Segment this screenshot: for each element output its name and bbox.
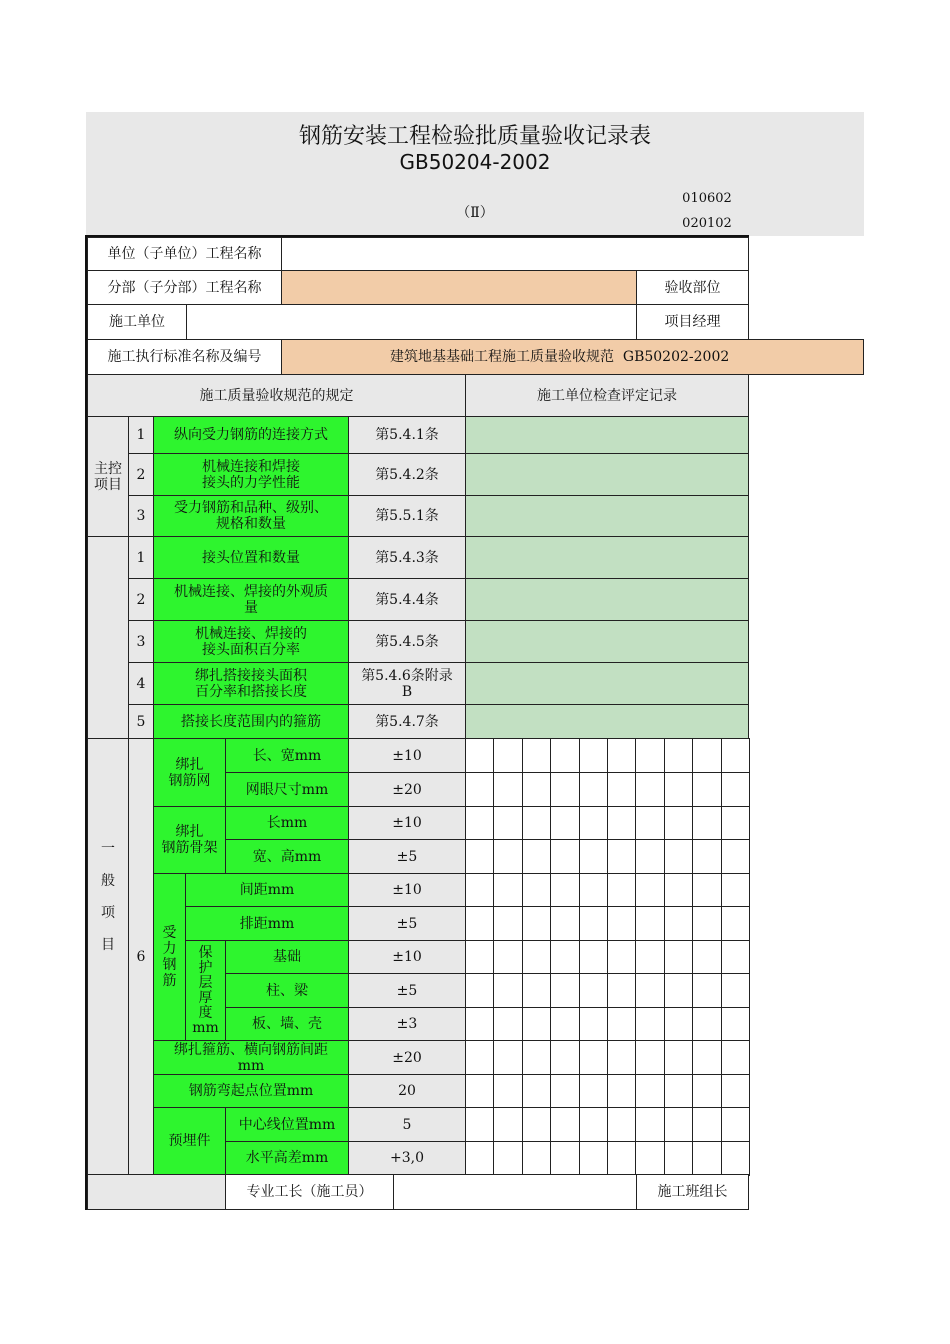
- measurement-cell[interactable]: [550, 906, 580, 941]
- measurement-cell[interactable]: [721, 1040, 750, 1075]
- measurement-cell[interactable]: [664, 1074, 693, 1108]
- measurement-cell[interactable]: [607, 906, 636, 941]
- group-embedded: 预埋件: [153, 1107, 226, 1175]
- general-item-clause: 第5.4.4条: [348, 578, 466, 621]
- measurement-cell[interactable]: [579, 839, 608, 874]
- measurement-cell[interactable]: [664, 839, 693, 874]
- measurement-cell[interactable]: [635, 1141, 665, 1176]
- measurement-cell[interactable]: [664, 940, 693, 974]
- measurement-cell[interactable]: [579, 738, 608, 773]
- constructor-field[interactable]: [186, 304, 637, 340]
- measurement-cell[interactable]: [607, 1007, 636, 1041]
- tol-item: 柱、梁: [225, 973, 349, 1008]
- measurement-cell[interactable]: [493, 1040, 523, 1075]
- measurement-cell[interactable]: [465, 973, 494, 1008]
- measurement-cell[interactable]: [550, 1007, 580, 1041]
- measurement-cell[interactable]: [522, 906, 551, 941]
- measurement-cell[interactable]: [522, 839, 551, 874]
- unit-project-field[interactable]: [281, 237, 749, 271]
- measurement-cell[interactable]: [579, 806, 608, 840]
- measurement-cell[interactable]: [635, 1040, 665, 1075]
- measurement-cell[interactable]: [579, 973, 608, 1008]
- tol-value: ±10: [348, 873, 466, 907]
- general-item-record[interactable]: [465, 620, 749, 663]
- record-column-header: 施工单位检查评定记录: [465, 374, 749, 417]
- measurement-cell[interactable]: [692, 839, 722, 874]
- measurement-cell[interactable]: [493, 1107, 523, 1142]
- measurement-cell[interactable]: [550, 1040, 580, 1075]
- measurement-cell[interactable]: [465, 1074, 494, 1108]
- measurement-cell[interactable]: [664, 772, 693, 807]
- measurement-cell[interactable]: [721, 873, 750, 907]
- measurement-cell[interactable]: [465, 940, 494, 974]
- main-item-clause: 第5.4.1条: [348, 416, 466, 454]
- measurement-cell[interactable]: [522, 1007, 551, 1041]
- measurement-cell[interactable]: [664, 806, 693, 840]
- measurement-cell[interactable]: [579, 873, 608, 907]
- general-item-name: 机械连接、焊接的 接头面积百分率: [153, 620, 349, 663]
- measurement-cell[interactable]: [579, 1007, 608, 1041]
- measurement-cell[interactable]: [664, 1007, 693, 1041]
- tol-item: 绑扎箍筋、横向钢筋间距 mm: [153, 1040, 349, 1075]
- measurement-cell[interactable]: [721, 1107, 750, 1142]
- measurement-cell[interactable]: [550, 772, 580, 807]
- measurement-cell[interactable]: [493, 839, 523, 874]
- main-item-clause: 第5.4.2条: [348, 453, 466, 496]
- measurement-cell[interactable]: [721, 839, 750, 874]
- tol-value: ±10: [348, 738, 466, 773]
- measurement-cell[interactable]: [607, 1040, 636, 1075]
- general-label-upper: [87, 536, 129, 739]
- sub-project-field[interactable]: [281, 270, 637, 305]
- measurement-cell[interactable]: [579, 906, 608, 941]
- tol-item: 基础: [225, 940, 349, 974]
- measurement-cell[interactable]: [635, 873, 665, 907]
- general-item-no: 3: [128, 620, 154, 663]
- measurement-cell[interactable]: [522, 806, 551, 840]
- measurement-cell[interactable]: [550, 1074, 580, 1108]
- main-item-name: 机械连接和焊接 接头的力学性能: [153, 453, 349, 496]
- measurement-cell[interactable]: [635, 1007, 665, 1041]
- foreman-field[interactable]: [393, 1174, 637, 1210]
- general-item-record[interactable]: [465, 536, 749, 579]
- tol-value: ±10: [348, 940, 466, 974]
- measurement-cell[interactable]: [579, 1107, 608, 1142]
- measurement-cell[interactable]: [522, 738, 551, 773]
- tol-item: 水平高差mm: [225, 1141, 349, 1175]
- general-item-no: 1: [128, 536, 154, 579]
- measurement-cell[interactable]: [692, 1074, 722, 1108]
- footer-blank: [87, 1174, 226, 1210]
- general-item-clause: 第5.4.7条: [348, 704, 466, 739]
- measurement-cell[interactable]: [692, 806, 722, 840]
- measurement-cell[interactable]: [607, 1141, 636, 1176]
- general-item-record[interactable]: [465, 662, 749, 705]
- tol-value: ±5: [348, 973, 466, 1008]
- measurement-cell[interactable]: [692, 1107, 722, 1142]
- tol-value: ±20: [348, 772, 466, 807]
- form-code-1: 010602: [682, 191, 732, 206]
- measurement-cell[interactable]: [721, 738, 750, 773]
- measurement-cell[interactable]: [465, 772, 494, 807]
- tol-value: +3,0: [348, 1141, 466, 1175]
- measurement-cell[interactable]: [721, 940, 750, 974]
- measurement-cell[interactable]: [692, 973, 722, 1008]
- tol-value: ±3: [348, 1007, 466, 1041]
- measurement-cell[interactable]: [579, 940, 608, 974]
- measurement-cell[interactable]: [721, 906, 750, 941]
- measurement-cell[interactable]: [635, 806, 665, 840]
- tol-value: 5: [348, 1107, 466, 1142]
- main-item-record[interactable]: [465, 453, 749, 496]
- measurement-cell[interactable]: [664, 1040, 693, 1075]
- measurement-cell[interactable]: [692, 940, 722, 974]
- measurement-cell[interactable]: [493, 906, 523, 941]
- measurement-cell[interactable]: [493, 806, 523, 840]
- general-item-no: 2: [128, 578, 154, 621]
- main-item-name: 受力钢筋和品种、级别、 规格和数量: [153, 495, 349, 537]
- measurement-cell[interactable]: [579, 1141, 608, 1176]
- measurement-cell[interactable]: [692, 906, 722, 941]
- measurement-cell[interactable]: [607, 1074, 636, 1108]
- tol-item: 间距mm: [185, 873, 349, 907]
- tol-item: 排距mm: [185, 906, 349, 941]
- measurement-cell[interactable]: [692, 1007, 722, 1041]
- measurement-cell[interactable]: [721, 1141, 750, 1176]
- measurement-cell[interactable]: [465, 1040, 494, 1075]
- measurement-cell[interactable]: [522, 1141, 551, 1176]
- measurement-cell[interactable]: [635, 1107, 665, 1142]
- measurement-cell[interactable]: [721, 1007, 750, 1041]
- tol-value: ±10: [348, 806, 466, 840]
- measurement-cell[interactable]: [635, 973, 665, 1008]
- measurement-cell[interactable]: [607, 973, 636, 1008]
- sub-project-label: 分部（子分部）工程名称: [87, 270, 282, 305]
- project-manager-label: 项目经理: [636, 304, 749, 340]
- measurement-cell[interactable]: [493, 873, 523, 907]
- general-item-no: 4: [128, 662, 154, 705]
- tol-value: ±5: [348, 839, 466, 874]
- group-cover: 保 护 层 厚 度 mm: [185, 940, 226, 1041]
- acceptance-part-label: 验收部位: [636, 270, 749, 305]
- measurement-cell[interactable]: [493, 1141, 523, 1176]
- general-label: 一 般 项 目: [87, 738, 129, 1175]
- tol-item: 网眼尺寸mm: [225, 772, 349, 807]
- measurement-cell[interactable]: [664, 738, 693, 773]
- general-item-record[interactable]: [465, 578, 749, 621]
- measurement-cell[interactable]: [550, 973, 580, 1008]
- group-skeleton: 绑扎 钢筋骨架: [153, 806, 226, 874]
- measurement-cell[interactable]: [664, 973, 693, 1008]
- general-item-name: 机械连接、焊接的外观质 量: [153, 578, 349, 621]
- tol-value: 20: [348, 1074, 466, 1108]
- standard-code: GB50204-2002: [399, 150, 551, 174]
- measurement-cell[interactable]: [465, 1141, 494, 1176]
- measurement-cell[interactable]: [550, 839, 580, 874]
- main-item-no: 3: [128, 495, 154, 537]
- measurement-cell[interactable]: [692, 873, 722, 907]
- measurement-cell[interactable]: [493, 973, 523, 1008]
- measurement-cell[interactable]: [635, 772, 665, 807]
- main-item-record[interactable]: [465, 495, 749, 537]
- measurement-cell[interactable]: [465, 1007, 494, 1041]
- measurement-cell[interactable]: [493, 940, 523, 974]
- measurement-cell[interactable]: [550, 873, 580, 907]
- tol-item: 宽、高mm: [225, 839, 349, 874]
- measurement-cell[interactable]: [465, 806, 494, 840]
- measurement-cell[interactable]: [522, 973, 551, 1008]
- measurement-cell[interactable]: [550, 1141, 580, 1176]
- measurement-cell[interactable]: [522, 1040, 551, 1075]
- foreman-label: 专业工长（施工员）: [225, 1174, 394, 1210]
- spec-column-header: 施工质量验收规范的规定: [87, 374, 466, 417]
- constructor-label: 施工单位: [87, 304, 187, 340]
- general-item-name: 接头位置和数量: [153, 536, 349, 579]
- measurement-cell[interactable]: [664, 906, 693, 941]
- tol-item: 长、宽mm: [225, 738, 349, 773]
- tol-item: 中心线位置mm: [225, 1107, 349, 1142]
- measurement-cell[interactable]: [607, 738, 636, 773]
- measurement-cell[interactable]: [493, 738, 523, 773]
- measurement-cell[interactable]: [465, 873, 494, 907]
- measurement-cell[interactable]: [522, 940, 551, 974]
- measurement-cell[interactable]: [721, 973, 750, 1008]
- tol-item: 板、墙、壳: [225, 1007, 349, 1041]
- team-leader-label: 施工班组长: [636, 1174, 749, 1210]
- measurement-cell[interactable]: [550, 738, 580, 773]
- measurement-cell[interactable]: [579, 1074, 608, 1108]
- general-item-no: 5: [128, 704, 154, 739]
- tol-value: ±20: [348, 1040, 466, 1075]
- general-item-record[interactable]: [465, 704, 749, 739]
- standard-label: 施工执行标准名称及编号: [87, 339, 282, 375]
- general-item-6-no: 6: [128, 738, 154, 1175]
- main-item-name: 纵向受力钢筋的连接方式: [153, 416, 349, 454]
- measurement-cell[interactable]: [579, 1040, 608, 1075]
- volume-mark: （Ⅱ）: [456, 205, 494, 221]
- group-mesh: 绑扎 钢筋网: [153, 738, 226, 807]
- measurement-cell[interactable]: [607, 772, 636, 807]
- measurement-cell[interactable]: [493, 1007, 523, 1041]
- group-main-bar: 受 力 钢 筋: [153, 873, 186, 1041]
- measurement-cell[interactable]: [692, 1040, 722, 1075]
- form-title: 钢筋安装工程检验批质量验收记录表: [298, 124, 651, 149]
- measurement-cell[interactable]: [550, 1107, 580, 1142]
- measurement-cell[interactable]: [607, 1107, 636, 1142]
- tol-item: 钢筋弯起点位置mm: [153, 1074, 349, 1108]
- general-item-clause: 第5.4.5条: [348, 620, 466, 663]
- measurement-cell[interactable]: [635, 906, 665, 941]
- standard-value: 建筑地基基础工程施工质量验收规范 GB50202-2002: [390, 349, 730, 365]
- measurement-cell[interactable]: [607, 839, 636, 874]
- measurement-cell[interactable]: [550, 806, 580, 840]
- measurement-grid: [465, 738, 749, 1175]
- main-control-label: 主控 项目: [87, 416, 129, 537]
- measurement-cell[interactable]: [607, 873, 636, 907]
- measurement-cell[interactable]: [721, 1074, 750, 1108]
- measurement-cell[interactable]: [522, 1107, 551, 1142]
- measurement-cell[interactable]: [664, 1107, 693, 1142]
- measurement-cell[interactable]: [465, 1107, 494, 1142]
- measurement-cell[interactable]: [465, 906, 494, 941]
- measurement-cell[interactable]: [522, 1074, 551, 1108]
- measurement-cell[interactable]: [692, 1141, 722, 1176]
- measurement-cell[interactable]: [493, 1074, 523, 1108]
- main-item-no: 1: [128, 416, 154, 454]
- measurement-cell[interactable]: [692, 772, 722, 807]
- tol-value: ±5: [348, 906, 466, 941]
- main-item-clause: 第5.5.1条: [348, 495, 466, 537]
- measurement-cell[interactable]: [635, 1074, 665, 1108]
- measurement-cell[interactable]: [493, 772, 523, 807]
- measurement-cell[interactable]: [465, 839, 494, 874]
- general-item-clause: 第5.4.6条附录 B: [348, 662, 466, 705]
- standard-field[interactable]: [281, 339, 864, 375]
- measurement-cell[interactable]: [607, 940, 636, 974]
- main-item-record[interactable]: [465, 416, 749, 454]
- measurement-cell[interactable]: [635, 940, 665, 974]
- general-item-name: 绑扎搭接接头面积 百分率和搭接长度: [153, 662, 349, 705]
- measurement-cell[interactable]: [664, 1141, 693, 1176]
- tol-item: 长mm: [225, 806, 349, 840]
- measurement-cell[interactable]: [635, 839, 665, 874]
- measurement-cell[interactable]: [522, 772, 551, 807]
- measurement-cell[interactable]: [579, 772, 608, 807]
- main-item-no: 2: [128, 453, 154, 496]
- measurement-cell[interactable]: [522, 873, 551, 907]
- unit-project-label: 单位（子单位）工程名称: [87, 237, 282, 271]
- measurement-cell[interactable]: [721, 772, 750, 807]
- measurement-cell[interactable]: [635, 738, 665, 773]
- measurement-cell[interactable]: [664, 873, 693, 907]
- measurement-cell[interactable]: [692, 738, 722, 773]
- general-item-clause: 第5.4.3条: [348, 536, 466, 579]
- measurement-cell[interactable]: [465, 738, 494, 773]
- measurement-cell[interactable]: [721, 806, 750, 840]
- measurement-cell[interactable]: [550, 940, 580, 974]
- form-code-2: 020102: [682, 216, 732, 231]
- general-item-name: 搭接长度范围内的箍筋: [153, 704, 349, 739]
- measurement-cell[interactable]: [607, 806, 636, 840]
